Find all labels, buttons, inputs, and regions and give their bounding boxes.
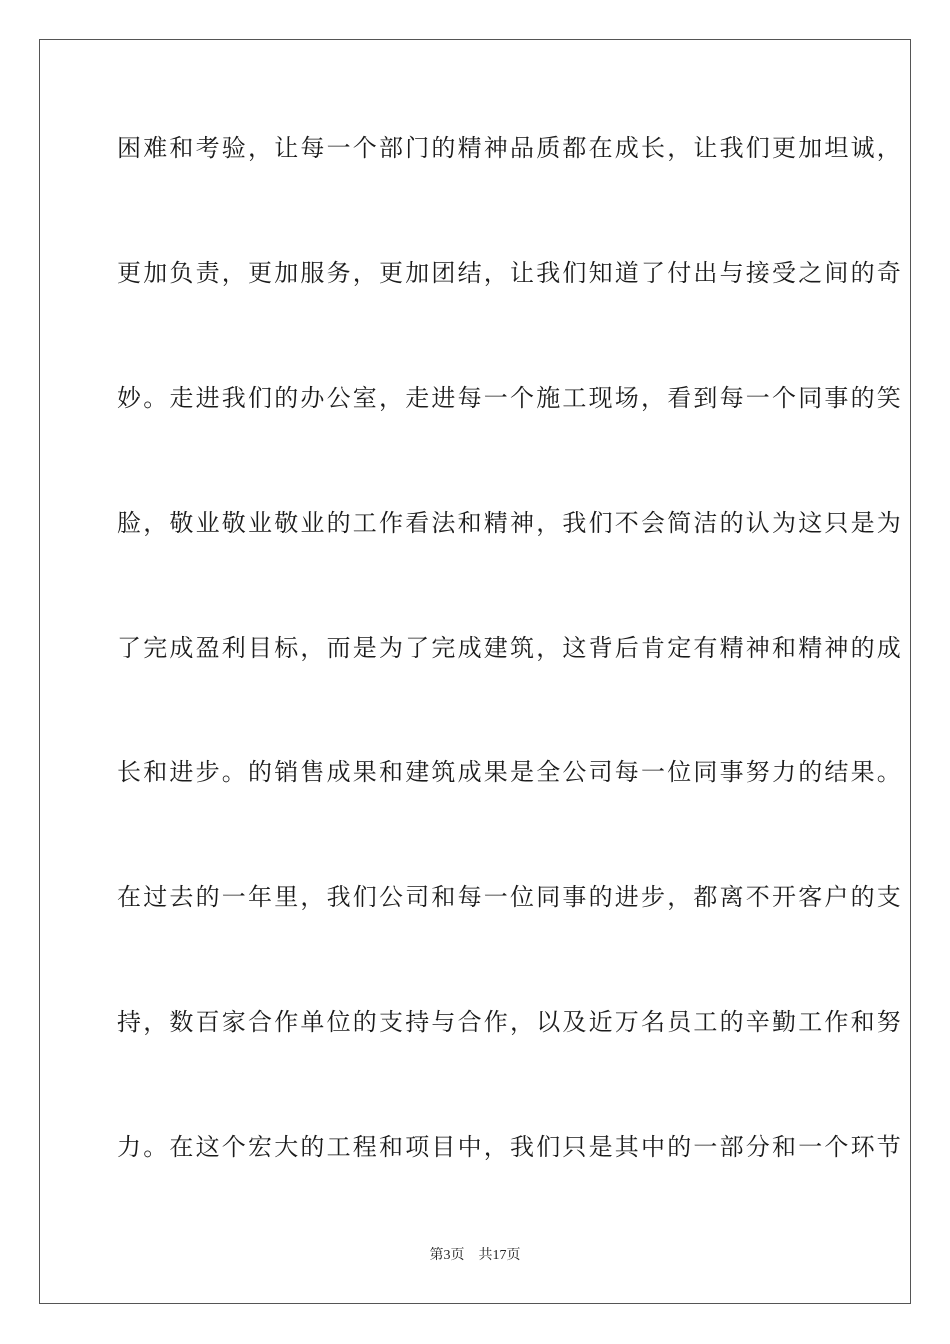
- page-total: 共17页: [478, 1248, 521, 1263]
- page-footer: [0, 1247, 950, 1265]
- page-border: [39, 39, 911, 1304]
- paragraph-line: 困难和考验，让每一个部门的精神品质都在成长，让我们更加坦诚，: [117, 134, 903, 162]
- paragraph-line: 脸，敬业敬业敬业的工作看法和精神，我们不会简洁的认为这只是为: [117, 509, 903, 537]
- paragraph-line: 更加负责，更加服务，更加团结，让我们知道了付出与接受之间的奇: [117, 259, 903, 287]
- paragraph-line: 在过去的一年里，我们公司和每一位同事的进步，都离不开客户的支: [117, 883, 903, 911]
- paragraph-line: 了完成盈利目标，而是为了完成建筑，这背后肯定有精神和精神的成: [117, 634, 903, 662]
- page-number: 第3页: [429, 1248, 465, 1263]
- paragraph-line: 持，数百家合作单位的支持与合作，以及近万名员工的辛勤工作和努: [117, 1008, 903, 1036]
- paragraph-line: 妙。走进我们的办公室，走进每一个施工现场，看到每一个同事的笑: [117, 384, 903, 412]
- paragraph-line: 长和进步。的销售成果和建筑成果是全公司每一位同事努力的结果。: [117, 758, 903, 786]
- paragraph-line: 力。在这个宏大的工程和项目中，我们只是其中的一部分和一个环节: [117, 1133, 903, 1161]
